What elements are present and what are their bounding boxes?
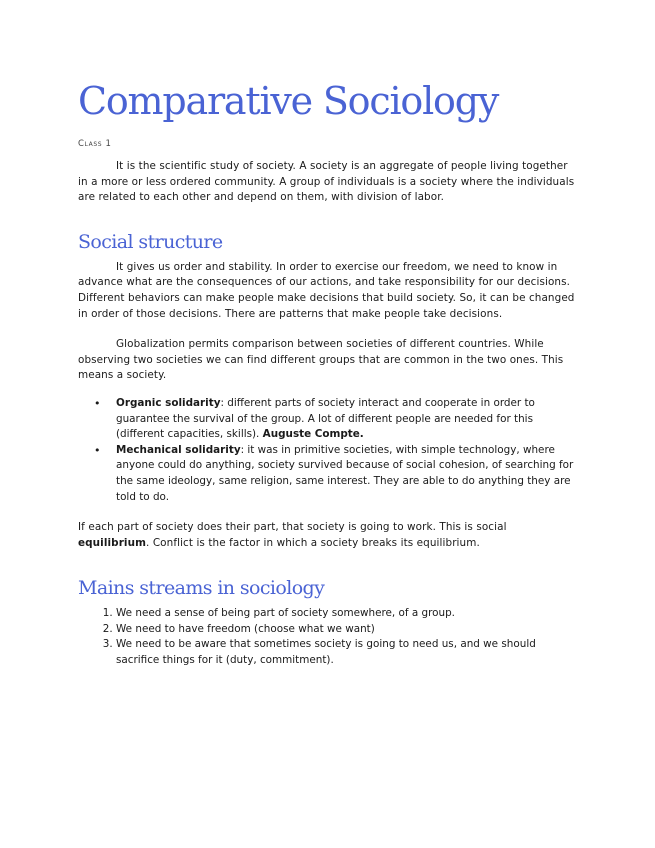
list-item: 3. We need to be aware that sometimes society is going to need us, and we should sacrifice things for it (duty, commitment).	[116, 637, 577, 668]
solidarity-bullet-list	[78, 396, 577, 505]
section-heading-main-streams: Mains streams in sociology	[78, 577, 325, 600]
intro-paragraph: It is the scientific study of society. A society is an aggregate of people living together in a more or less ordered community. A group of individuals is a society where the individuals are related to each other and depend on them, with division of labor.	[78, 160, 575, 204]
list-item	[116, 443, 577, 505]
equilibrium-term: equilibrium	[78, 536, 147, 549]
bullet-text: : different parts of society interact and cooperate in order to guarantee the survival of the group. A lot of different people are needed for this (different capacities, skills).	[116, 396, 535, 441]
document-title: Comparative Sociology	[78, 79, 499, 123]
equilibrium-text-after: . Conflict is the factor in which a society breaks its equilibrium.	[146, 536, 480, 549]
section-heading-social-structure: Social structure	[78, 230, 223, 253]
list-item: 2. We need to have freedom (choose what we want)	[116, 622, 577, 638]
social-structure-paragraph-1: It gives us order and stability. In order to exercise our freedom, we need to know in advance what are the consequences of our actions, and take responsibility for our decisions. Different behaviors can make people make decisions that build society. So, it can be changed in order of those decisions. There are patterns that make people take decisions.	[78, 260, 575, 320]
bullet-text: : it was in primitive societies, with simple technology, where anyone could do anything, society survived because of social cohesion, of searching for the same ideology, same religion, same interest. They are able to do anything they are told to do.	[116, 443, 574, 503]
social-structure-paragraph-2: Globalization permits comparison between societies of different countries. While observing two societies we can find different groups that are common in the two ones. This means a society.	[78, 338, 564, 382]
list-item	[116, 396, 577, 443]
main-streams-numbered-list	[78, 606, 577, 668]
list-item: 1. We need a sense of being part of society somewhere, of a group.	[116, 606, 577, 622]
bullet-term: Mechanical solidarity	[116, 443, 241, 456]
bullet-extra: Auguste Compte.	[262, 428, 364, 441]
document-subtitle: Class 1	[78, 139, 112, 149]
bullet-term: Organic solidarity	[116, 396, 221, 409]
equilibrium-text-before: If each part of society does their part, that society is going to work. This is social	[78, 521, 507, 534]
equilibrium-paragraph	[78, 520, 577, 551]
